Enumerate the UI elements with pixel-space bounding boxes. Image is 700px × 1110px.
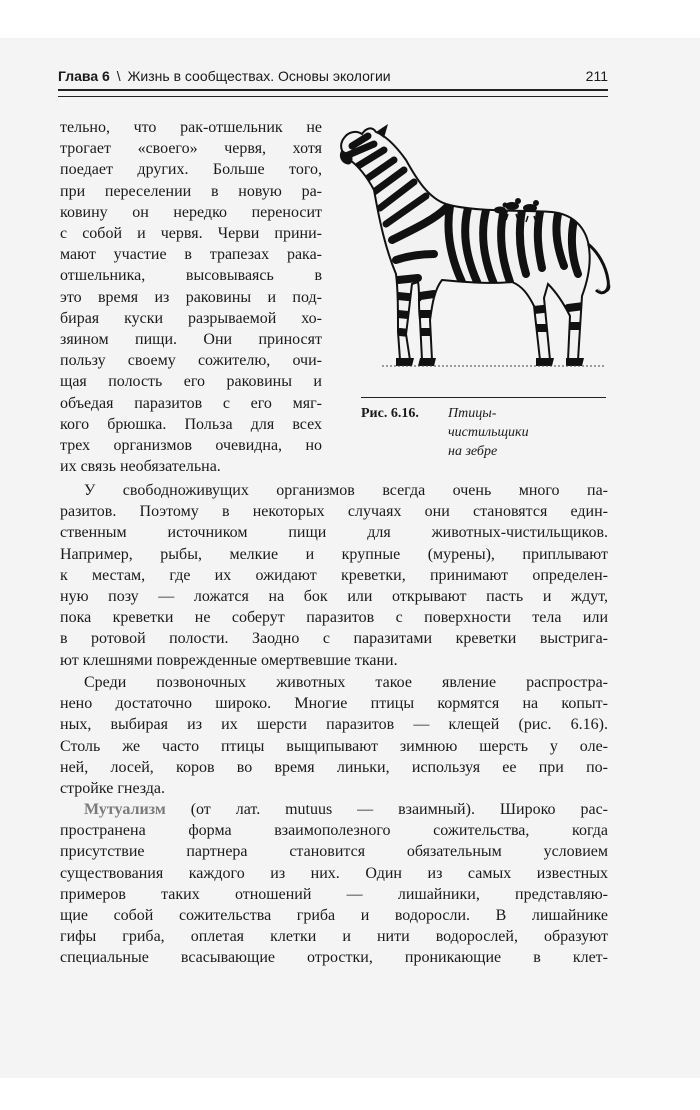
text-line: с собой и червя. Черви прини- [60, 225, 322, 243]
text-line: ковину он нередко переносит [60, 203, 322, 221]
text-line: ных, выбирая из их шерсти паразитов — клещей (рис. 6.16). [60, 716, 608, 734]
text-line: кого брюшка. Польза для всех [60, 415, 322, 433]
running-header [58, 68, 608, 84]
text-line: к местам, где их ожидают креветки, принимают определен- [60, 566, 608, 584]
zebra-with-birds-illustration [322, 120, 612, 370]
term-mutualism: Мутуализм [84, 801, 166, 818]
paragraph-cleaners [60, 480, 608, 671]
caption-text: Птицы- чистильщики на зебре [448, 406, 529, 459]
text-line: отшельника, высовываясь в [60, 267, 322, 285]
text-line: стройке гнезда. [60, 780, 166, 798]
paragraph-hermit-crab [60, 117, 322, 477]
text-line: Среди позвоночных животных такое явление распростра- [84, 674, 608, 691]
text-line: поедает других. Больше того, [60, 161, 322, 179]
text-line: Столь же часто птицы выщипывают зимнюю шерсть у оле- [60, 737, 608, 755]
text-line: тельно, что рак-отшельник не [60, 119, 322, 136]
text-line: трех организмов очевидна, но [60, 437, 322, 455]
chapter-title: Жизнь в сообществах. Основы экологии [127, 68, 391, 84]
text-line: их связь необязательна. [60, 458, 221, 476]
text-line: пространена форма взаимополезного сожительства, когда [60, 822, 608, 840]
text-line: нено достаточно широко. Многие птицы кормятся на копыт- [60, 695, 608, 713]
text-line: разитов. Поэтому в некоторых случаях они становятся един- [60, 503, 608, 521]
text-line: щие собой сожительства гриба и водоросли. В лишайнике [60, 907, 608, 925]
paragraph-vertebrates [60, 672, 608, 799]
text-line: в ротовой полости. Заодно с паразитами креветки выстрига- [60, 630, 608, 648]
text-fragment: (от лат. mutuus — взаимный). Широко рас- [165, 801, 608, 818]
text-line: примеров таких отношений — лишайники, представляю- [60, 885, 608, 903]
text-line: ственным источником пищи для животных-чистильщиков. [60, 524, 608, 542]
paragraph-mutualism [60, 799, 608, 969]
caption-number: Рис. 6.16. [361, 406, 419, 421]
text-line: это время из раковины и под- [60, 288, 322, 306]
header-chapter-line [58, 68, 391, 84]
text-line: зяином пищи. Они приносят [60, 331, 322, 349]
text-line: при переселении в новую ра- [60, 182, 322, 200]
text-line [60, 799, 608, 820]
text-line: существования каждого из них. Один из самых известных [60, 864, 608, 882]
text-line: бирая куски разрываемой хо- [60, 309, 322, 327]
text-line: Например, рыбы, мелкие и крупные (мурены), приплывают [60, 545, 608, 563]
header-rule-bottom [58, 96, 608, 97]
text-line: специальные всасывающие отростки, проникающие в клет- [60, 949, 608, 967]
text-line: ную позу — ложатся на бок или открывают пасть и ждут, [60, 588, 608, 606]
text-line: присутствие партнера становится обязательным условием [60, 843, 608, 861]
text-line: гифы гриба, оплетая клетки и нити водорослей, образуют [60, 928, 608, 946]
header-rule-top [58, 89, 608, 91]
page-number: 211 [585, 68, 608, 84]
text-line: трогает «своего» червя, хотя [60, 140, 322, 158]
header-separator: \ [116, 68, 121, 84]
text-line: ней, лосей, коров во время линьки, используя ее при по- [60, 758, 608, 776]
chapter-label: Глава 6 [58, 68, 110, 84]
text-line: ют клешнями поврежденные омертвевшие ткани. [60, 651, 398, 669]
caption-rule [361, 397, 606, 398]
text-line: пользу своему сожителю, очи- [60, 352, 322, 370]
text-line: мают участие в трапезах рака- [60, 246, 322, 264]
text-line: пока креветки не соберут паразитов с поверхности тела или [60, 609, 608, 627]
text-line: У свободноживущих организмов всегда очень много па- [84, 482, 608, 499]
text-line: объедая паразитов с его мяг- [60, 394, 322, 412]
text-line: щая полость его раковины и [60, 373, 322, 391]
